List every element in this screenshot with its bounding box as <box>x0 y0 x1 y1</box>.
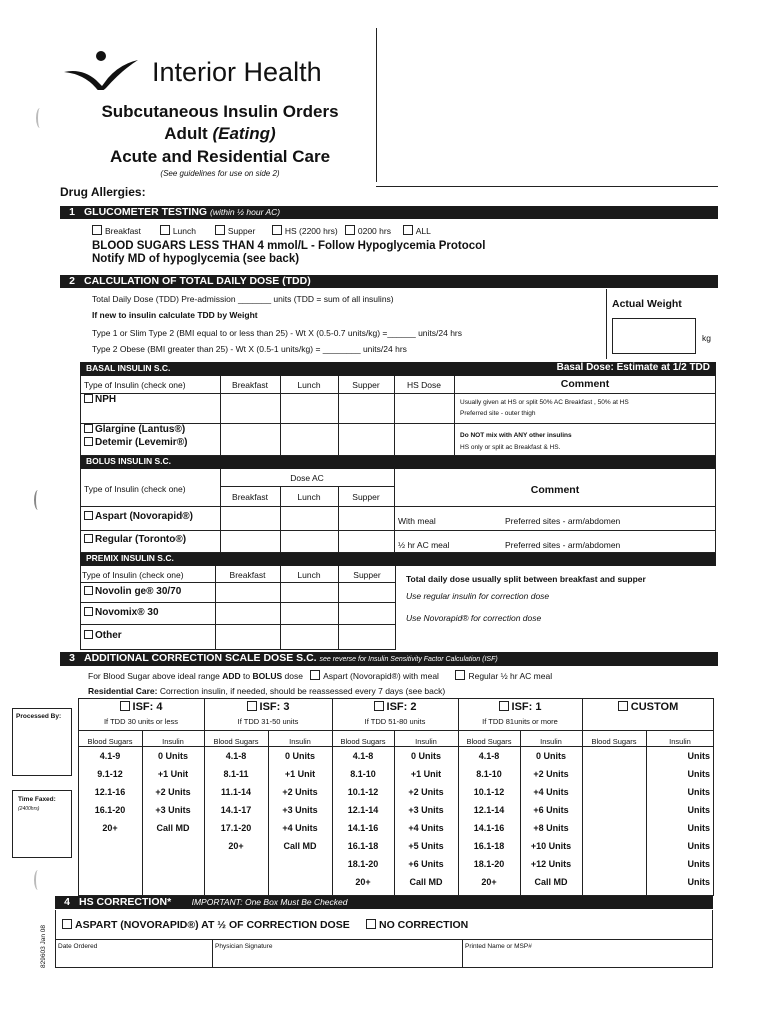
processed-by-label: Processed By: <box>16 713 62 720</box>
custom-units-field[interactable]: Units <box>687 805 710 815</box>
nph-comment-1: Usually given at HS or split 50% AC Breakfast , 50% at HS <box>460 399 629 406</box>
isf-group-title[interactable]: ISF: 4 <box>78 701 204 713</box>
tdd-preadmission: Total Daily Dose (TDD) Pre-admission _______ units (TDD = sum of all insulins) <box>92 294 394 304</box>
isf-group-title[interactable]: ISF: 3 <box>204 701 332 713</box>
weight-divider <box>606 289 607 359</box>
isf-insulin-value: +12 Units <box>530 859 572 869</box>
isf-col-insulin: Insulin <box>540 737 562 746</box>
checkbox <box>366 919 376 929</box>
isf-insulin-value: +4 Units <box>282 823 318 833</box>
checkbox <box>84 586 93 595</box>
half-hr-label: ½ hr AC meal <box>398 540 450 550</box>
isf-bs-value: 18.1-20 <box>473 859 505 869</box>
form-title-line2: Adult (Eating) <box>164 124 276 143</box>
checkbox <box>62 919 72 929</box>
isf-bs-value: 14.1-17 <box>220 805 252 815</box>
checkbox <box>84 630 93 639</box>
isf-bs-value: 12.1-16 <box>94 787 126 797</box>
checkbox[interactable] <box>160 225 170 235</box>
isf-bs-value: 16.1-18 <box>473 841 505 851</box>
other-option[interactable]: Other <box>84 630 122 642</box>
custom-units-field[interactable]: Units <box>687 751 710 761</box>
isf-col-blood-sugars: Blood Sugars <box>87 737 133 746</box>
isf-insulin-value: Call MD <box>283 841 317 851</box>
premix-col-supper: Supper <box>353 570 381 580</box>
isf-bs-value: 8.1-10 <box>476 769 502 779</box>
isf-bs-value: 18.1-20 <box>347 859 379 869</box>
checkbox <box>84 394 93 403</box>
isf-col-insulin: Insulin <box>415 737 437 746</box>
checkbox <box>84 534 93 543</box>
section-2-header: 2 CALCULATION OF TOTAL DAILY DOSE (TDD) <box>60 275 718 288</box>
custom-units-field[interactable]: Units <box>687 769 710 779</box>
punch-mark <box>34 870 42 890</box>
col-hs-dose: HS Dose <box>406 380 441 390</box>
physician-signature-label: Physician Signature <box>215 943 273 950</box>
isf-col-insulin: Insulin <box>669 737 691 746</box>
isf-bs-value: 20+ <box>355 877 371 887</box>
isf-col-insulin: Insulin <box>289 737 311 746</box>
checkbox[interactable] <box>92 225 102 235</box>
isf-insulin-value: +1 Unit <box>410 769 442 779</box>
notify-md-note: Notify MD of hypoglycemia (see back) <box>92 253 300 265</box>
col-breakfast: Breakfast <box>232 380 268 390</box>
hs-aspart-option[interactable]: ASPART (NOVORAPID®) AT ½ OF CORRECTION DOSE <box>62 919 350 931</box>
hypoglycemia-warning: BLOOD SUGARS LESS THAN 4 mmol/L - Follow Hypoglycemia Protocol <box>92 240 486 252</box>
isf-insulin-value: +1 Unit <box>284 769 316 779</box>
premix-col-lunch: Lunch <box>297 570 321 580</box>
isf-insulin-value: +2 Units <box>282 787 318 797</box>
time-faxed-box[interactable] <box>12 790 72 858</box>
isf-insulin-value: +3 Units <box>155 805 191 815</box>
tdd-type2: Type 2 Obese (BMI greater than 25) - Wt X (0.5-1 units/kg) = ________ units/24 hrs <box>92 344 407 354</box>
date-ordered-label: Date Ordered <box>58 943 98 950</box>
isf-insulin-value: 0 Units <box>157 751 188 761</box>
section-4-header: 4 HS CORRECTION* IMPORTANT: One Box Must Be Checked <box>55 896 713 909</box>
isf-bs-value: 16.1-18 <box>347 841 379 851</box>
isf-insulin-value: +1 Unit <box>157 769 189 779</box>
custom-units-field[interactable]: Units <box>687 877 710 887</box>
isf-insulin-value: +2 Units <box>155 787 191 797</box>
drug-allergies-label: Drug Allergies: <box>60 185 146 199</box>
isf-group-title[interactable]: ISF: 2 <box>332 701 458 713</box>
isf-insulin-value: 0 Units <box>410 751 441 761</box>
isf-bs-value: 9.1-12 <box>97 769 123 779</box>
novolin-option[interactable]: Novolin ge® 30/70 <box>84 586 181 598</box>
isf-bs-value: 8.1-11 <box>223 769 249 779</box>
isf-insulin-value: +4 Units <box>408 823 444 833</box>
isf-rule <box>78 730 714 731</box>
checkbox <box>374 701 384 711</box>
isf-table <box>78 698 714 896</box>
brand-name: Interior Health <box>152 57 322 87</box>
form-title-line1: Subcutaneous Insulin Orders <box>101 102 339 121</box>
isf-insulin-value: Call MD <box>409 877 443 887</box>
bolus-col-supper: Supper <box>352 492 380 502</box>
isf-col-insulin: Insulin <box>162 737 184 746</box>
isf-insulin-value: +3 Units <box>408 805 444 815</box>
isf-insulin-value: +6 Units <box>408 859 444 869</box>
isf-bs-value: 14.1-16 <box>473 823 505 833</box>
checkbox <box>120 701 130 711</box>
isf-insulin-value: +3 Units <box>282 805 318 815</box>
tdd-by-weight: If new to insulin calculate TDD by Weight <box>92 310 258 320</box>
isf-bs-value: 10.1-12 <box>473 787 505 797</box>
checkbox <box>84 607 93 616</box>
col-type: Type of Insulin (check one) <box>84 380 186 390</box>
bolus-header: BOLUS INSULIN S.C. <box>80 456 716 469</box>
person-swoosh-icon <box>62 50 142 90</box>
col-lunch: Lunch <box>297 380 321 390</box>
glargine-comment-1: Do NOT mix with ANY other insulins <box>460 432 572 439</box>
isf-bs-value: 10.1-12 <box>347 787 379 797</box>
isf-insulin-value: Call MD <box>534 877 568 887</box>
isf-col-blood-sugars: Blood Sugars <box>466 737 512 746</box>
footer-signature-row <box>55 940 713 968</box>
isf-bs-value: 14.1-16 <box>347 823 379 833</box>
isf-bs-value: 4.1-8 <box>352 751 374 761</box>
isf-group-divider <box>582 698 583 896</box>
checkbox <box>84 424 93 433</box>
isf-bs-value: 12.1-14 <box>347 805 379 815</box>
isf-bs-value: 20+ <box>481 877 497 887</box>
tdd-type1: Type 1 or Slim Type 2 (BMI equal to or less than 25) - Wt X (0.5-0.7 units/kg) =______ units/24 hrs <box>92 328 463 338</box>
custom-units-field[interactable]: Units <box>687 859 710 869</box>
col-supper: Supper <box>352 380 380 390</box>
checkbox <box>84 437 93 446</box>
checkbox[interactable] <box>272 225 282 235</box>
checkbox <box>499 701 509 711</box>
isf-insulin-value: +2 Units <box>533 769 569 779</box>
bolus-col-comment: Comment <box>530 484 580 496</box>
isf-bs-value: 17.1-20 <box>220 823 252 833</box>
bolus-col-breakfast: Breakfast <box>232 492 268 502</box>
checkbox[interactable] <box>345 225 355 235</box>
bolus-col-type: Type of Insulin (check one) <box>84 484 186 494</box>
isf-bs-value: 11.1-14 <box>220 787 252 797</box>
punch-mark <box>36 108 44 128</box>
checkbox[interactable] <box>215 225 225 235</box>
time-faxed-note: (2400hrs) <box>18 806 40 812</box>
checkbox[interactable] <box>310 670 320 680</box>
bolus-col-lunch: Lunch <box>297 492 321 502</box>
premix-note-3: Use Novorapid® for correction dose <box>406 613 542 623</box>
residential-care-note: Residential Care: Correction insulin, if needed, should be reassessed every 7 days (see back) <box>88 686 446 696</box>
bolus-site-1: Preferred sites - arm/abdomen <box>505 516 621 526</box>
isf-bs-value: 12.1-14 <box>473 805 505 815</box>
form-title-line3: Acute and Residential Care <box>109 147 331 166</box>
custom-units-field[interactable]: Units <box>687 823 710 833</box>
isf-bs-value: 4.1-9 <box>99 751 121 761</box>
detemir-option[interactable]: Detemir (Levemir®) <box>84 437 187 449</box>
premix-header: PREMIX INSULIN S.C. <box>80 553 716 566</box>
isf-insulin-value: +6 Units <box>533 805 569 815</box>
premix-note-2: Use regular insulin for correction dose <box>406 591 550 601</box>
checkbox <box>618 701 628 711</box>
isf-insulin-value: +10 Units <box>530 841 572 851</box>
glucometer-options: Breakfast Lunch Supper HS (2200 hrs) 0200 hrs ALL <box>92 225 431 237</box>
isf-insulin-value: +8 Units <box>533 823 569 833</box>
novomix-option[interactable]: Novomix® 30 <box>84 607 159 619</box>
isf-group-title[interactable]: CUSTOM <box>582 701 714 713</box>
processed-by-box[interactable] <box>12 708 72 776</box>
isf-insulin-value: +2 Units <box>408 787 444 797</box>
isf-bs-value: 20+ <box>228 841 244 851</box>
isf-tdd-range: If TDD 30 units or less <box>103 717 179 726</box>
isf-insulin-value: Call MD <box>156 823 190 833</box>
custom-units-field[interactable]: Units <box>687 787 710 797</box>
glargine-option[interactable]: Glargine (Lantus®) <box>84 424 185 436</box>
punch-mark <box>34 490 42 510</box>
hs-no-correction-option[interactable]: NO CORRECTION <box>366 919 468 931</box>
dose-ac-label: Dose AC <box>290 473 324 483</box>
isf-group-title[interactable]: ISF: 1 <box>458 701 582 713</box>
checkbox <box>247 701 257 711</box>
correction-instruction: For Blood Sugar above ideal range ADD to BOLUS dose Aspart (Novorapid®) with meal Regular ½ hr AC meal <box>88 671 553 681</box>
nph-option[interactable]: NPH <box>84 394 116 406</box>
premix-col-type: Type of Insulin (check one) <box>82 570 184 580</box>
premix-note-1: Total daily dose usually split between breakfast and supper <box>406 574 646 584</box>
custom-units-field[interactable]: Units <box>687 841 710 851</box>
checkbox[interactable] <box>455 670 465 680</box>
checkbox[interactable] <box>403 225 413 235</box>
printed-name-label: Printed Name or MSP# <box>465 943 532 950</box>
checkbox <box>84 511 93 520</box>
section-1-header: 1 GLUCOMETER TESTING (within ½ hour AC) <box>60 206 718 219</box>
actual-weight-input[interactable] <box>612 318 696 354</box>
time-faxed-label: Time Faxed: <box>18 796 56 803</box>
col-comment: Comment <box>560 378 610 390</box>
actual-weight-label: Actual Weight <box>612 298 682 310</box>
isf-tdd-range: If TDD 31-50 units <box>237 717 299 726</box>
isf-insulin-value: 0 Units <box>535 751 566 761</box>
header-divider <box>376 28 377 182</box>
isf-tdd-range: If TDD 81units or more <box>482 717 558 726</box>
with-meal-label: With meal <box>398 516 436 526</box>
isf-bs-value: 8.1-10 <box>350 769 376 779</box>
bolus-site-2: Preferred sites - arm/abdomen <box>505 540 621 550</box>
isf-bs-value: 4.1-8 <box>225 751 247 761</box>
isf-bs-value: 16.1-20 <box>94 805 126 815</box>
isf-insulin-value: +5 Units <box>408 841 444 851</box>
isf-tdd-range: If TDD 51-80 units <box>364 717 426 726</box>
premix-col-breakfast: Breakfast <box>229 570 266 580</box>
isf-bs-value: 20+ <box>102 823 118 833</box>
guidelines-note: (See guidelines for use on side 2) <box>160 169 280 178</box>
isf-col-blood-sugars: Blood Sugars <box>213 737 259 746</box>
basal-header: BASAL INSULIN S.C. Basal Dose: Estimate at 1/2 TDD <box>80 362 716 376</box>
isf-col-blood-sugars: Blood Sugars <box>591 737 637 746</box>
isf-insulin-value: +4 Units <box>533 787 569 797</box>
isf-col-divider <box>646 730 647 896</box>
nph-comment-2: Preferred site - outer thigh <box>460 410 536 417</box>
glargine-comment-2: HS only or split ac Breakfast & HS. <box>460 444 561 451</box>
isf-col-blood-sugars: Blood Sugars <box>340 737 386 746</box>
kg-label: kg <box>702 333 711 343</box>
isf-bs-value: 4.1-8 <box>478 751 500 761</box>
aspart-option[interactable]: Aspart (Novorapid®) <box>84 511 193 523</box>
section-3-header: 3 ADDITIONAL CORRECTION SCALE DOSE S.C. see reverse for Insulin Sensitivity Factor Calculation (ISF) <box>60 652 718 666</box>
regular-option[interactable]: Regular (Toronto®) <box>84 534 186 546</box>
header-rule <box>376 186 718 187</box>
isf-insulin-value: 0 Units <box>284 751 315 761</box>
barcode-text: 829603 Jan 08 <box>40 924 47 968</box>
